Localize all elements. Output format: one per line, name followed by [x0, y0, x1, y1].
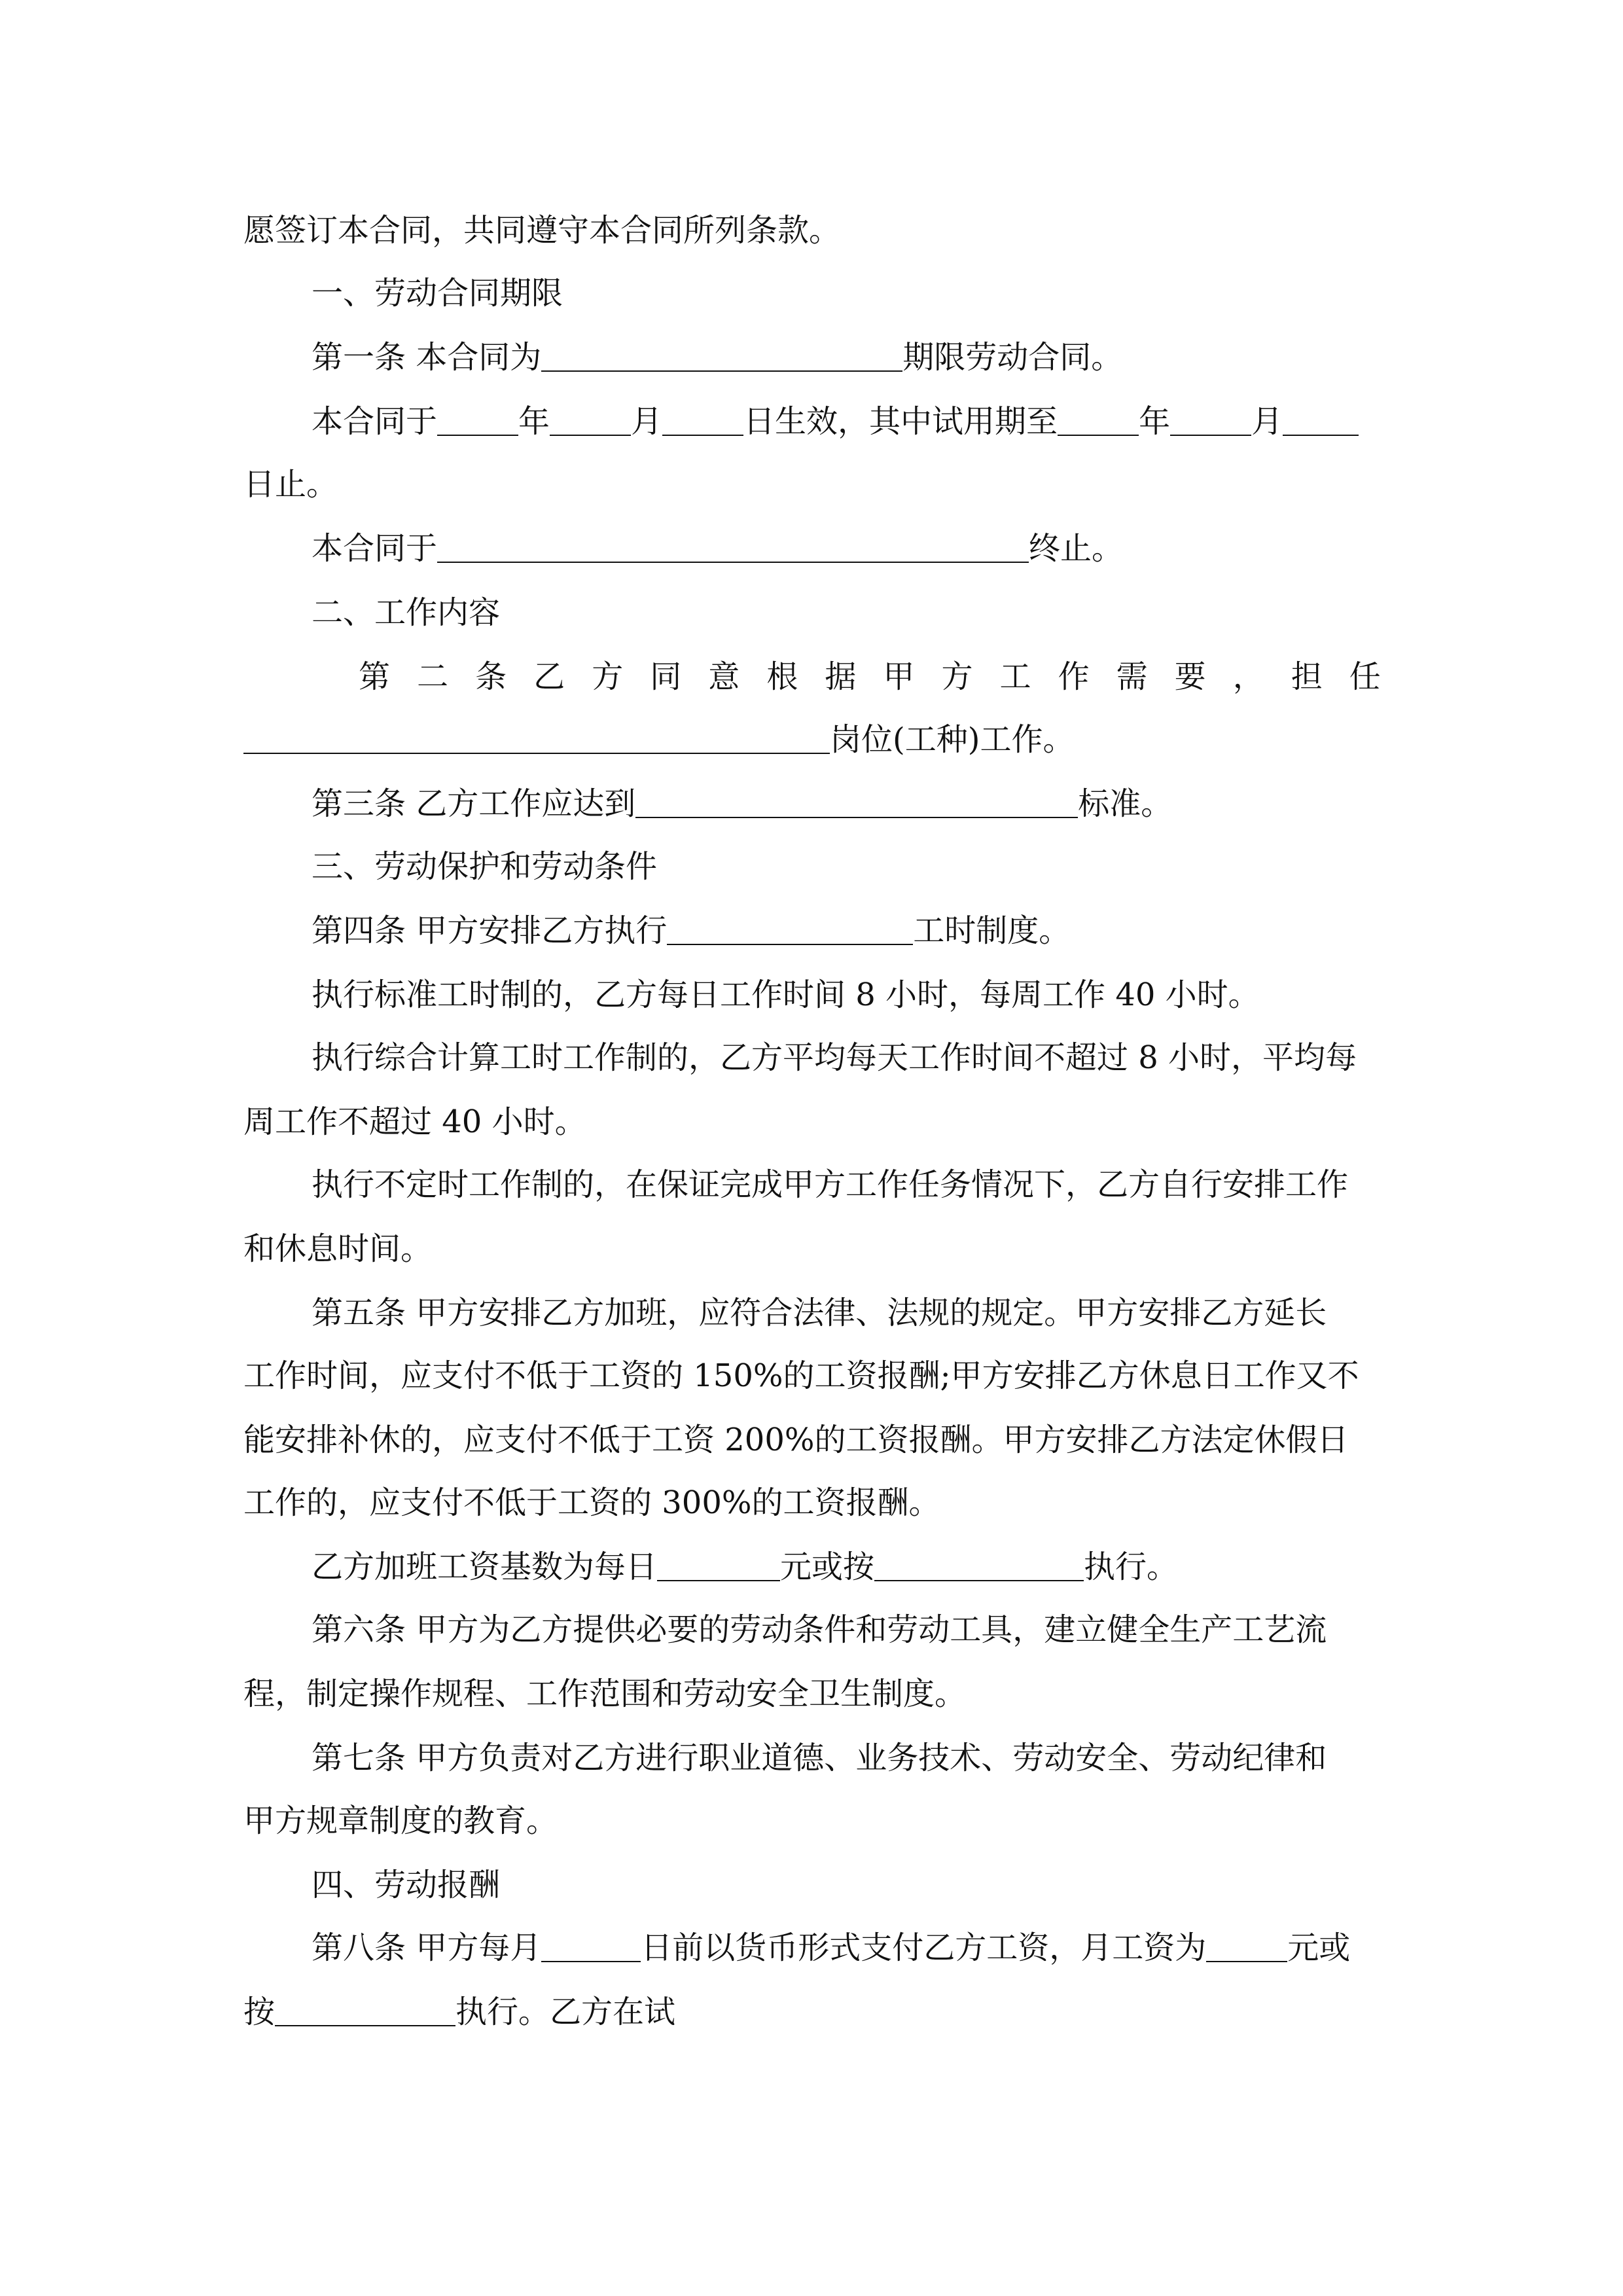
- paragraph-line: [243, 1484, 940, 1521]
- text-run: 年: [1139, 403, 1171, 440]
- text-run: 岗位(工种)工作。: [830, 721, 1075, 758]
- text-run: 第三条 乙方工作应达到: [312, 785, 636, 822]
- section-heading-term: [312, 275, 563, 312]
- blank-field[interactable]: [667, 915, 913, 945]
- text-run: 标准。: [1078, 785, 1173, 822]
- blank-field[interactable]: [874, 1551, 1084, 1581]
- justified-char: 同: [650, 658, 682, 695]
- blank-field[interactable]: [635, 788, 1078, 818]
- blank-field[interactable]: [541, 342, 902, 372]
- justified-char: 作: [1058, 658, 1090, 695]
- text-run: 月: [631, 403, 663, 440]
- justified-char: 条: [475, 658, 507, 695]
- justified-char: 乙: [533, 658, 565, 695]
- text-run: 一、劳动合同期限: [312, 275, 563, 312]
- article-1-line: [312, 339, 1123, 376]
- text-run: 日前以货币形式支付乙方工资，月工资为: [641, 1929, 1207, 1966]
- text-run: 元或: [1287, 1929, 1351, 1966]
- justified-char: 二: [417, 658, 449, 695]
- text-run: 执行综合计算工时工作制的，乙方平均每天工作时间不超过 8 小时，平均每: [312, 1039, 1357, 1076]
- paragraph-line: [243, 1103, 586, 1140]
- text-run: 第八条 甲方每月: [312, 1929, 542, 1966]
- text-run: 本合同于: [312, 403, 438, 440]
- text-run: 第四条 甲方安排乙方执行: [312, 912, 668, 949]
- paragraph-line: [243, 212, 841, 249]
- blank-field[interactable]: [1058, 406, 1139, 436]
- article-8-line: [312, 1929, 1351, 1966]
- justified-char: 根: [766, 658, 798, 695]
- text-run: 执行。: [1084, 1549, 1179, 1585]
- article-2-line: [359, 658, 1381, 695]
- paragraph-line: [312, 1297, 1327, 1329]
- text-run: 四、劳动报酬: [312, 1867, 501, 1903]
- blank-field[interactable]: [550, 406, 631, 436]
- blank-field[interactable]: [657, 1551, 780, 1581]
- justified-char: 担: [1291, 658, 1323, 695]
- justified-char: 任: [1349, 658, 1381, 695]
- text-run: 元或按: [780, 1549, 875, 1585]
- text-run: 愿签订本合同，共同遵守本合同所列条款。: [243, 212, 841, 249]
- justified-char: 甲: [883, 658, 915, 695]
- text-run: 执行。乙方在试: [455, 1994, 676, 2030]
- paragraph-line: [312, 979, 1260, 1011]
- position-line: [243, 721, 1075, 758]
- text-run: 日生效，其中试用期至: [743, 403, 1058, 440]
- justified-char: 意: [708, 658, 740, 695]
- justified-char: 据: [825, 658, 857, 695]
- text-run: 第一条 本合同为: [312, 339, 542, 376]
- justified-char: ，: [1232, 658, 1264, 695]
- section-heading-protection: [312, 848, 658, 885]
- effective-date-line: [312, 403, 1359, 440]
- blank-field[interactable]: [243, 724, 830, 754]
- text-run: 程，制定操作规程、工作范围和劳动安全卫生制度。: [243, 1676, 967, 1712]
- text-run: 乙方加班工资基数为每日: [312, 1549, 658, 1585]
- paragraph-line: [243, 1996, 675, 2028]
- section-heading-work: [312, 594, 501, 631]
- blank-field[interactable]: [1170, 406, 1251, 436]
- text-run: 甲方规章制度的教育。: [243, 1803, 558, 1839]
- justified-char: 要: [1174, 658, 1206, 695]
- article-4-line: [312, 912, 1071, 949]
- paragraph-line: [243, 1805, 558, 1837]
- paragraph-line: [243, 466, 338, 503]
- text-run: 执行不定时工作制的，在保证完成甲方工作任务情况下，乙方自行安排工作: [312, 1166, 1349, 1203]
- text-run: 第六条 甲方为乙方提供必要的劳动条件和劳动工具，建立健全生产工艺流: [312, 1611, 1327, 1648]
- justified-char: 第: [359, 658, 391, 695]
- justified-char: 需: [1116, 658, 1148, 695]
- justified-char: 工: [999, 658, 1031, 695]
- text-run: 能安排补休的，应支付不低于工资 200%的工资报酬。甲方安排乙方法定休假日: [243, 1422, 1349, 1458]
- text-run: 二、工作内容: [312, 594, 501, 631]
- paragraph-line: [312, 1039, 1357, 1076]
- termination-line: [312, 530, 1124, 567]
- blank-field[interactable]: [541, 1932, 641, 1962]
- blank-field[interactable]: [662, 406, 743, 436]
- paragraph-line: [243, 1357, 1359, 1394]
- paragraph-line: [312, 1611, 1327, 1648]
- text-run: 工作时间，应支付不低于工资的 150%的工资报酬;甲方安排乙方休息日工作又不: [243, 1357, 1359, 1394]
- text-run: 第七条 甲方负责对乙方进行职业道德、业务技术、劳动安全、劳动纪律和: [312, 1740, 1327, 1776]
- section-heading-pay: [312, 1869, 500, 1901]
- text-run: 按: [243, 1994, 276, 2030]
- text-run: 第五条 甲方安排乙方加班，应符合法律、法规的规定。甲方安排乙方延长: [312, 1295, 1327, 1331]
- justified-char: 方: [941, 658, 973, 695]
- text-run: 工时制度。: [913, 912, 1071, 949]
- blank-field[interactable]: [1206, 1932, 1287, 1962]
- article-3-line: [312, 785, 1173, 822]
- text-run: 执行标准工时制的，乙方每日工作时间 8 小时，每周工作 40 小时。: [312, 977, 1260, 1013]
- text-run: 期限劳动合同。: [902, 339, 1123, 376]
- blank-field[interactable]: [1283, 406, 1359, 436]
- text-run: 月: [1251, 403, 1283, 440]
- paragraph-line: [243, 1678, 966, 1710]
- paragraph-line: [312, 1742, 1327, 1774]
- blank-field[interactable]: [275, 1996, 455, 2026]
- blank-field[interactable]: [437, 533, 1029, 563]
- justified-char: 方: [592, 658, 624, 695]
- paragraph-line: [243, 1424, 1349, 1456]
- text-run: 年: [518, 403, 550, 440]
- text-run: 终止。: [1029, 530, 1124, 567]
- text-run: 本合同于: [312, 530, 438, 567]
- blank-field[interactable]: [437, 406, 518, 436]
- paragraph-line: [243, 1230, 433, 1267]
- text-run: 三、劳动保护和劳动条件: [312, 848, 658, 885]
- text-run: 日止。: [243, 466, 338, 503]
- overtime-base-line: [312, 1551, 1178, 1583]
- text-run: 周工作不超过 40 小时。: [243, 1103, 586, 1140]
- text-run: 和休息时间。: [243, 1230, 433, 1267]
- paragraph-line: [312, 1166, 1349, 1203]
- text-run: 工作的，应支付不低于工资的 300%的工资报酬。: [243, 1484, 940, 1521]
